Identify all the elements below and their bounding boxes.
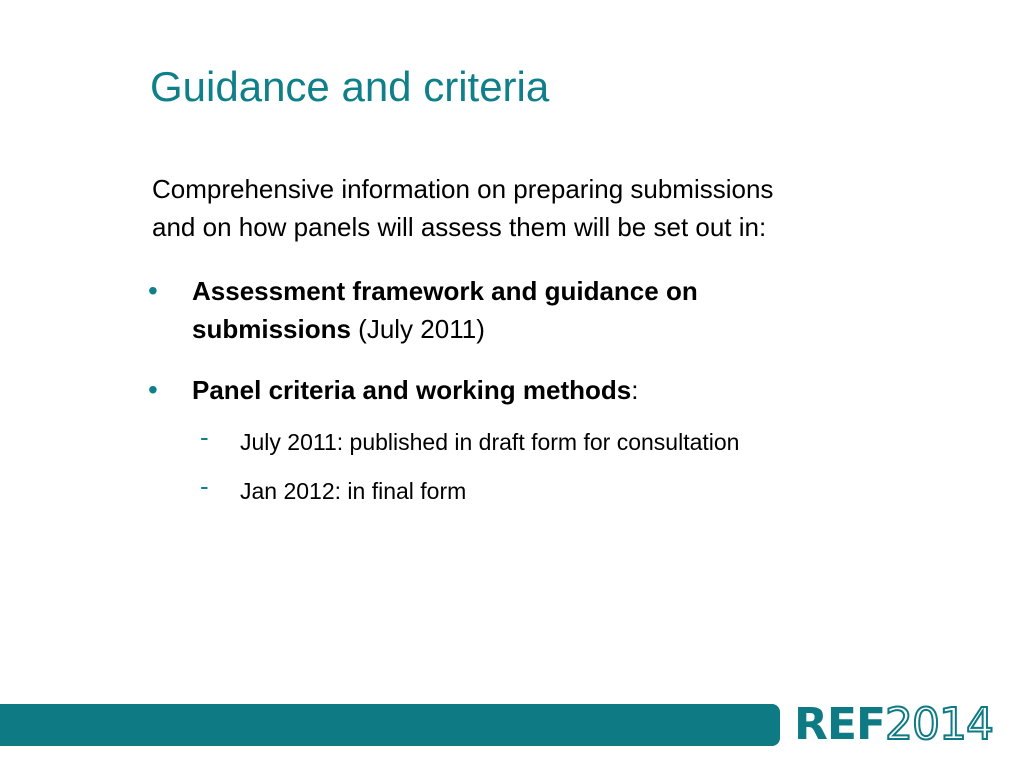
ref2014-logo xyxy=(794,699,993,750)
sub-item-text: July 2011: published in draft form for consultation xyxy=(240,429,740,455)
dash-marker: - xyxy=(200,471,209,501)
logo-ref-text: REF xyxy=(794,699,885,750)
footer-bar xyxy=(0,704,780,746)
bullet-marker: • xyxy=(148,374,158,405)
intro-line-2: and on how panels will assess them will be set out in: xyxy=(152,212,767,242)
bullet-1-bold-line-2: submissions xyxy=(192,314,351,344)
sub-item-text: Jan 2012: in final form xyxy=(240,478,467,504)
bullet-1-bold-line-1: Assessment framework and guidance on xyxy=(192,276,698,306)
sub-item-final xyxy=(200,471,467,506)
bullet-1-suffix: (July 2011) xyxy=(350,314,485,344)
bullet-assessment-framework xyxy=(148,272,698,348)
sub-item-draft xyxy=(200,422,740,457)
bullet-2-suffix: : xyxy=(631,375,639,405)
slide-title: Guidance and criteria xyxy=(150,63,550,110)
bullet-marker: • xyxy=(148,275,158,306)
intro-line-1: Comprehensive information on preparing submissions xyxy=(152,174,774,204)
bullet-2-bold-text: Panel criteria and working methods xyxy=(192,375,632,405)
intro-text xyxy=(152,170,932,246)
bullet-panel-criteria xyxy=(148,371,639,409)
logo-year-text: 2014 xyxy=(885,699,993,750)
dash-marker: - xyxy=(200,422,209,452)
